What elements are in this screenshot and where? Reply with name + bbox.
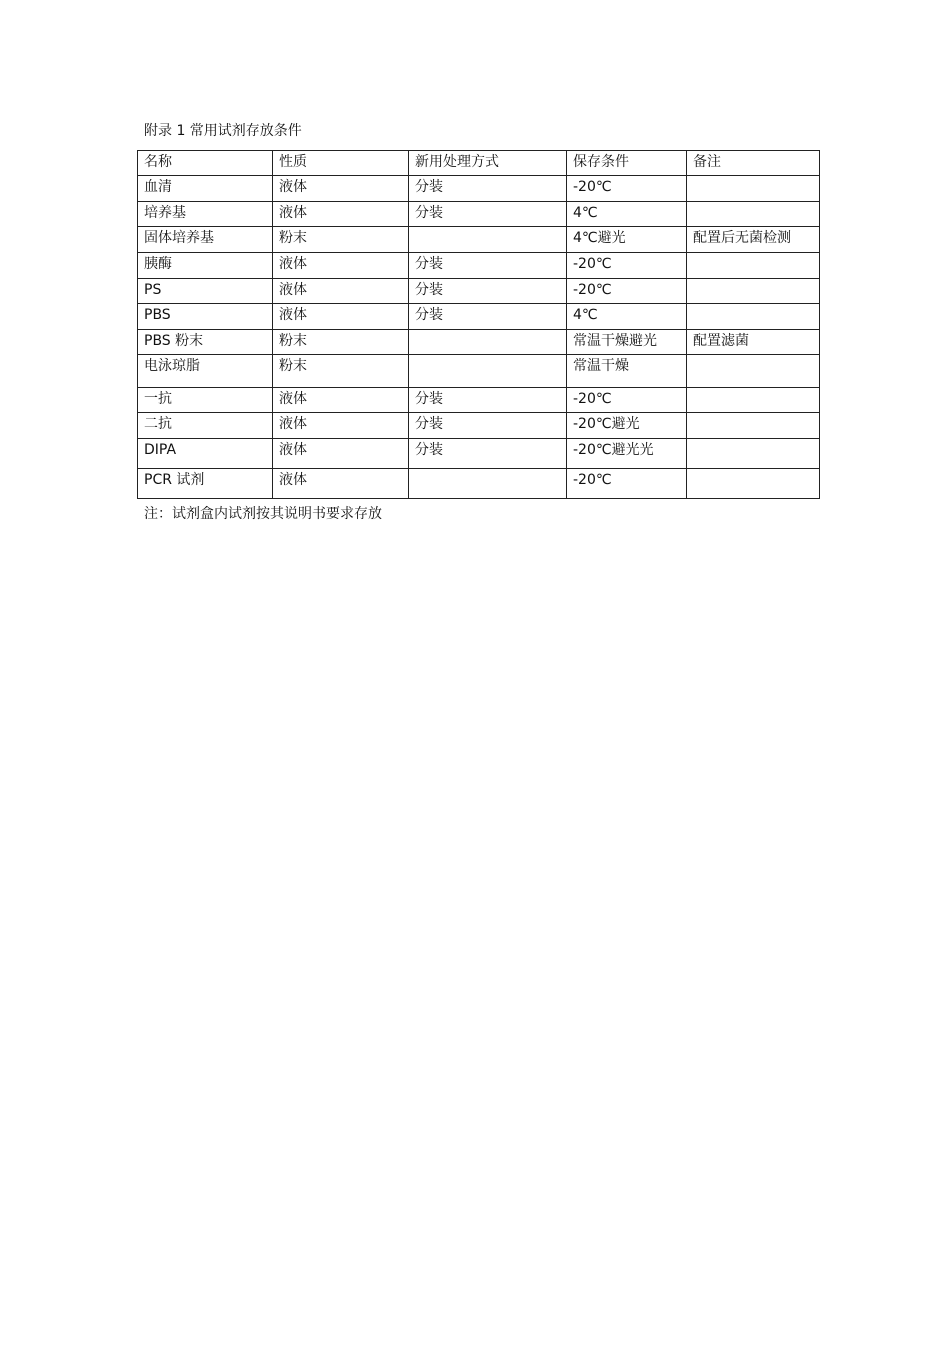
cell-remarks (687, 388, 820, 413)
reagent-storage-table (137, 150, 820, 499)
cell-state: 液体 (273, 202, 409, 227)
cell-name: PCR 试剂 (138, 469, 273, 499)
table-row (138, 253, 820, 279)
cell-handling (409, 355, 567, 388)
cell-name: 一抗 (138, 388, 273, 413)
cell-storage: 4℃ (567, 202, 687, 227)
cell-name: PS (138, 279, 273, 304)
table-row (138, 413, 820, 439)
cell-state: 液体 (273, 304, 409, 330)
cell-state: 液体 (273, 388, 409, 413)
table-row (138, 279, 820, 304)
table-row (138, 439, 820, 469)
cell-state: 液体 (273, 469, 409, 499)
cell-state: 粉末 (273, 330, 409, 355)
cell-remarks (687, 413, 820, 439)
cell-name: 胰酶 (138, 253, 273, 279)
cell-handling: 分装 (409, 304, 567, 330)
cell-handling (409, 330, 567, 355)
cell-state: 液体 (273, 413, 409, 439)
cell-remarks (687, 355, 820, 388)
table-row (138, 176, 820, 202)
header-cell-remarks: 备注 (687, 151, 820, 176)
cell-handling: 分装 (409, 202, 567, 227)
cell-handling: 分装 (409, 279, 567, 304)
cell-storage: 常温干燥 (567, 355, 687, 388)
cell-name: 培养基 (138, 202, 273, 227)
table-row (138, 388, 820, 413)
cell-state: 液体 (273, 176, 409, 202)
cell-handling: 分装 (409, 388, 567, 413)
cell-state: 粉末 (273, 227, 409, 253)
cell-storage: -20℃ (567, 469, 687, 499)
cell-name: 二抗 (138, 413, 273, 439)
cell-remarks: 配置后无菌检测 (687, 227, 820, 253)
cell-remarks (687, 279, 820, 304)
cell-remarks (687, 469, 820, 499)
cell-handling: 分装 (409, 413, 567, 439)
table-row (138, 227, 820, 253)
table-row (138, 469, 820, 499)
header-cell-name: 名称 (138, 151, 273, 176)
cell-handling: 分装 (409, 439, 567, 469)
cell-handling: 分装 (409, 253, 567, 279)
table-header-row (138, 151, 820, 176)
cell-storage: 常温干燥避光 (567, 330, 687, 355)
table-row (138, 304, 820, 330)
cell-storage: -20℃避光 (567, 413, 687, 439)
header-cell-storage: 保存条件 (567, 151, 687, 176)
cell-name: PBS 粉末 (138, 330, 273, 355)
cell-state: 粉末 (273, 355, 409, 388)
cell-storage: -20℃ (567, 176, 687, 202)
cell-storage: 4℃避光 (567, 227, 687, 253)
cell-handling (409, 227, 567, 253)
cell-remarks (687, 202, 820, 227)
cell-handling (409, 469, 567, 499)
cell-storage: 4℃ (567, 304, 687, 330)
header-cell-state: 性质 (273, 151, 409, 176)
cell-name: 电泳琼脂 (138, 355, 273, 388)
table-row (138, 202, 820, 227)
appendix-title: 附录 1 常用试剂存放条件 (144, 123, 302, 139)
cell-state: 液体 (273, 279, 409, 304)
cell-storage: -20℃ (567, 253, 687, 279)
cell-handling: 分装 (409, 176, 567, 202)
cell-storage: -20℃ (567, 388, 687, 413)
cell-remarks: 配置滤菌 (687, 330, 820, 355)
cell-name: PBS (138, 304, 273, 330)
table-row (138, 355, 820, 388)
cell-remarks (687, 176, 820, 202)
cell-state: 液体 (273, 253, 409, 279)
header-cell-handling: 新用处理方式 (409, 151, 567, 176)
table-row (138, 330, 820, 355)
cell-storage: -20℃避光光 (567, 439, 687, 469)
cell-remarks (687, 304, 820, 330)
footnote: 注：试剂盒内试剂按其说明书要求存放 (144, 506, 382, 522)
cell-remarks (687, 439, 820, 469)
cell-name: 血清 (138, 176, 273, 202)
cell-storage: -20℃ (567, 279, 687, 304)
table-body (138, 151, 820, 499)
cell-remarks (687, 253, 820, 279)
cell-name: DIPA (138, 439, 273, 469)
cell-name: 固体培养基 (138, 227, 273, 253)
cell-state: 液体 (273, 439, 409, 469)
